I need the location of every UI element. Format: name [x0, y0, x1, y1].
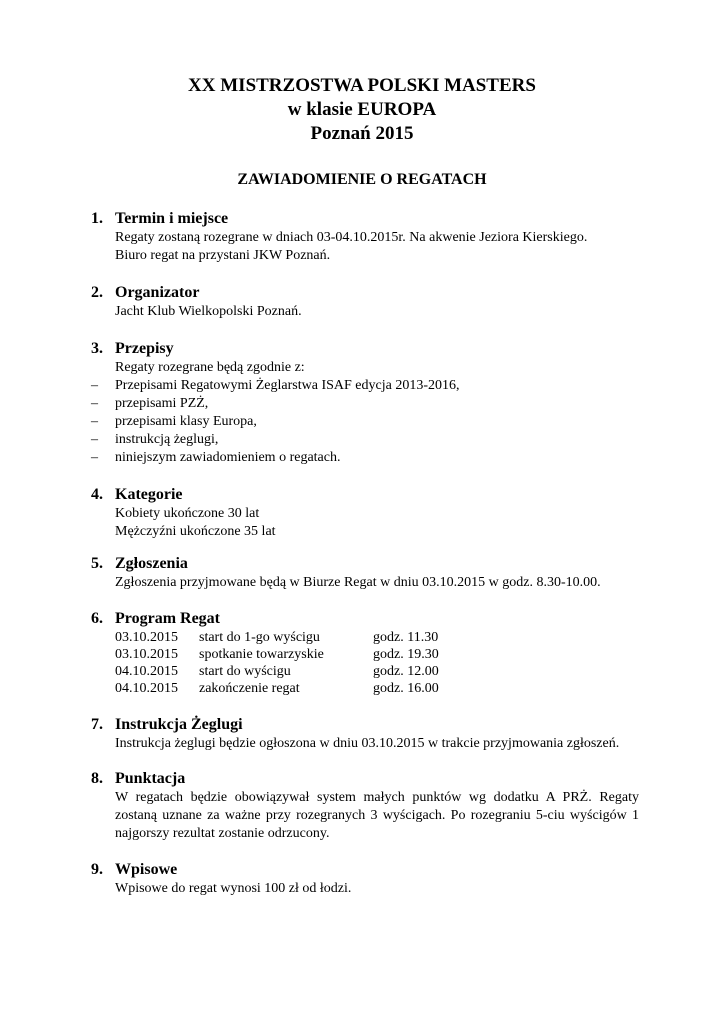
- title-line-2: w klasie EUROPA: [287, 99, 437, 120]
- title-line-3: Poznań 2015: [310, 123, 414, 144]
- section-heading: [91, 485, 651, 505]
- section-zgloszenia: [91, 554, 651, 592]
- section-body: [115, 789, 639, 843]
- section-punktacja: [91, 769, 651, 843]
- section-number: 7.: [91, 716, 103, 733]
- title-line-1: XX MISTRZOSTWA POLSKI MASTERS: [188, 75, 536, 96]
- section-przepisy: [91, 339, 651, 467]
- section-body: [115, 303, 651, 321]
- date-cell: 04.10.2015: [115, 664, 178, 679]
- section-heading: [91, 860, 651, 880]
- section-program: [91, 609, 651, 697]
- section-title: Instrukcja Żeglugi: [115, 716, 243, 733]
- text-line: Regaty rozegrane będą zgodnie z:: [115, 360, 305, 375]
- section-body: [115, 629, 651, 697]
- date-cell: 04.10.2015: [115, 681, 178, 696]
- text-line: Mężczyźni ukończone 35 lat: [115, 524, 276, 539]
- paragraph: W regatach będzie obowiązywał system małych punktów wg dodatku A PRŻ. Regaty zostaną uznane za ważne przy rozegranych 3 wyścigach. Po rozegraniu 5-ciu wyścigów 1 najgorszy rezultat zostanie odrzucony.: [115, 790, 639, 841]
- section-kategorie: [91, 485, 651, 541]
- section-heading: [91, 715, 651, 735]
- section-title: Punktacja: [115, 770, 186, 787]
- table-row: [115, 680, 439, 697]
- section-number: 1.: [91, 210, 103, 227]
- text-line: Jacht Klub Wielkopolski Poznań.: [115, 304, 302, 319]
- text-line: Instrukcja żeglugi będzie ogłoszona w dniu 03.10.2015 w trakcie przyjmowania zgłoszeń.: [115, 736, 620, 751]
- table-row: [115, 629, 439, 646]
- list-item: – instrukcją żeglugi,: [91, 431, 651, 449]
- section-number: 5.: [91, 555, 103, 572]
- time-cell: godz. 11.30: [373, 630, 439, 645]
- section-number: 6.: [91, 610, 103, 627]
- list-item: – niniejszym zawiadomieniem o regatach.: [91, 449, 651, 467]
- event-cell: start do wyścigu: [199, 664, 291, 679]
- section-title: Organizator: [115, 284, 200, 301]
- text-line: Zgłoszenia przyjmowane będą w Biurze Regat w dniu 03.10.2015 w godz. 8.30-10.00.: [115, 575, 601, 590]
- date-cell: 03.10.2015: [115, 630, 178, 645]
- event-cell: spotkanie towarzyskie: [199, 647, 324, 662]
- section-instrukcja: [91, 715, 651, 753]
- section-heading: [91, 609, 651, 629]
- section-heading: [91, 769, 651, 789]
- section-body: [115, 880, 651, 898]
- section-organizator: [91, 283, 651, 321]
- text-line: Regaty zostaną rozegrane w dniach 03-04.10.2015r. Na akwenie Jeziora Kierskiego.: [115, 230, 588, 245]
- list-item: – Przepisami Regatowymi Żeglarstwa ISAF edycja 2013-2016,: [91, 377, 651, 395]
- section-heading: [91, 339, 651, 359]
- text-line: Biuro regat na przystani JKW Poznań.: [115, 248, 331, 263]
- section-body: [115, 574, 651, 592]
- section-number: 3.: [91, 340, 103, 357]
- section-title: Kategorie: [115, 486, 183, 503]
- page-title: [0, 74, 724, 146]
- section-title: Program Regat: [115, 610, 220, 627]
- event-cell: start do 1-go wyścigu: [199, 630, 320, 645]
- section-title: Wpisowe: [115, 861, 178, 878]
- section-body: [115, 735, 651, 753]
- section-number: 4.: [91, 486, 103, 503]
- section-wpisowe: [91, 860, 651, 898]
- section-number: 2.: [91, 284, 103, 301]
- section-number: 9.: [91, 861, 103, 878]
- list-item: – przepisami klasy Europa,: [91, 413, 651, 431]
- section-heading: [91, 209, 651, 229]
- list-item: – przepisami PZŻ,: [91, 395, 651, 413]
- section-body: [115, 229, 651, 265]
- table-row: [115, 663, 439, 680]
- section-title: Zgłoszenia: [115, 555, 188, 572]
- rules-list: [91, 377, 651, 467]
- time-cell: godz. 19.30: [373, 647, 439, 662]
- document-subtitle: ZAWIADOMIENIE O REGATACH: [237, 171, 487, 188]
- section-title: Przepisy: [115, 340, 174, 357]
- table-row: [115, 646, 439, 663]
- text-line: Kobiety ukończone 30 lat: [115, 506, 260, 521]
- section-number: 8.: [91, 770, 103, 787]
- section-heading: [91, 283, 651, 303]
- date-cell: 03.10.2015: [115, 647, 178, 662]
- time-cell: godz. 16.00: [373, 681, 439, 696]
- section-body: [91, 359, 651, 467]
- section-title: Termin i miejsce: [115, 210, 229, 227]
- text-line: Wpisowe do regat wynosi 100 zł od łodzi.: [115, 881, 352, 896]
- time-cell: godz. 12.00: [373, 664, 439, 679]
- program-table: [115, 629, 439, 697]
- section-body: [115, 505, 651, 541]
- section-heading: [91, 554, 651, 574]
- event-cell: zakończenie regat: [199, 681, 300, 696]
- section-termin: [91, 209, 651, 265]
